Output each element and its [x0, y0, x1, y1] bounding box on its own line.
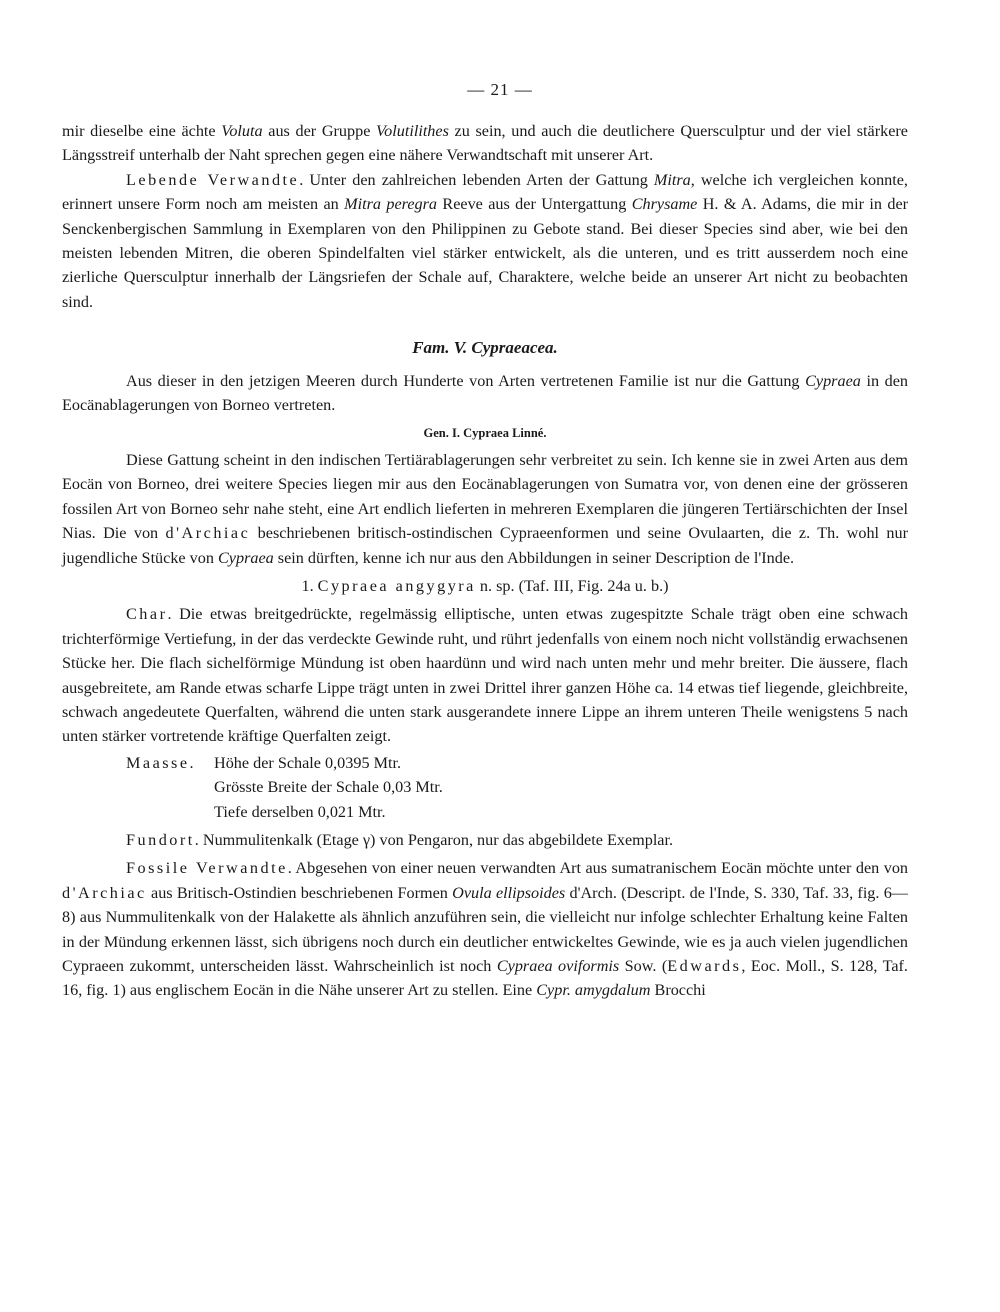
genus-heading: Gen. I. Cypraea Linné. [423, 426, 547, 441]
page-number: — 21 — [467, 80, 533, 99]
measurement-depth: Tiefe derselben 0,021 Mtr. [214, 802, 386, 821]
paragraph-lebende-verwandte: Lebende Verwandte. Unter den zahlreichen lebenden Arten der Gattung Mitra, welche ich vergleichen konnte, erinnert unsere Form noch am meisten an Mitra peregra Reeve aus der Untergattung Chrysame H. & A. Adams, die mir in der Senckenbergischen Sammlung in Exemplaren von den Philippinen zu Gebote stand. Bei dieser Species sind aber, wie bei den meisten lebenden Mitren, die oberen Spindelfalten viel stärker entwickelt, als die unteren, und es tritt ausserdem noch eine zierliche Quersculptur innerhalb der Längsriefen der Schale auf, Charaktere, welche beide an unserer Art nicht zu beobachten sind. [62, 170, 909, 311]
paragraph-genus-intro: Diese Gattung scheint in den indischen Tertiärablagerungen sehr verbreitet zu sein. Ich kenne sie in zwei Arten aus dem Eocän von Borneo, drei weitere Species liegen mir aus den Eocänablagerungen von Sumatra vor, von denen eine der grösseren fossilen Art von Borneo sehr nahe steht, eine Art endlich lieferten in mehreren Exemplaren die jüngeren Tertiärschichten der Insel Nias. Die von d'Archiac beschriebenen britisch-ostindischen Cypraeenformen und seine Ovulaarten, die z. Th. wohl nur jugendliche Stücke von Cypraea sein dürften, kenne ich nur aus den Abbildungen in seiner Description de l'Inde. [62, 450, 909, 567]
paragraph-fossile-verwandte: Fossile Verwandte. Abgesehen von einer neuen verwandten Art aus sumatranischem Eocän möchte unter den von d'Archiac aus Britisch-Ostindien beschriebenen Formen Ovula ellipsoides d'Arch. (Descript. de l'Inde, S. 330, Taf. 33, fig. 6—8) aus Nummulitenkalk von der Halakette als ähnlich anzuführen sein, die vielleicht nur infolge schlechter Erhaltung keine Falten in der Mündung erkennen lässt, sich übrigens noch durch ein deutlicher entwickeltes Gewinde, wie es ja auch vielen jugendlichen Cypraeen zukommt, unterscheiden lässt. Wahrscheinlich ist noch Cypraea oviformis Sow. (Edwards, Eoc. Moll., S. 128, Taf. 16, fig. 1) aus englischem Eocän in die Nähe unserer Art zu stellen. Eine Cypr. amygdalum Brocchi [62, 859, 909, 1000]
paragraph-characteristics: Char. Die etwas breitgedrückte, regelmässig elliptische, unten etwas zugespitzte Schale trägt oben eine schwach trichterförmige Vertiefung, in der das verdeckte Gewinde ruht, und rührt jedenfalls von einem noch nicht vollständig erwachsenen Stücke her. Die flach sichelförmige Mündung ist oben haardünn und wird nach unten mehr und mehr breiter. Die äussere, flach ausgebreitete, am Rande etwas scharfe Lippe trägt unten in zwei Drittel ihrer ganzen Höhe ca. 14 etwas tief liegende, gleichbreite, schwach angedeutete Querfalten, während die unten stark ausgerandete innere Lippe an ihrem unteren Theile wenigstens 5 nach unten stärker vortretende kräftige Querfalten zeigt. [62, 605, 908, 746]
family-heading: Fam. V. Cypraeacea. [412, 338, 558, 358]
paragraph-family-intro: Aus dieser in den jetzigen Meeren durch Hunderte von Arten vertretenen Familie ist nur die Gattung Cypraea in den Eocänablagerungen von Borneo vertreten. [62, 371, 908, 415]
species-heading: 1. Cypraea angygyra n. sp. (Taf. III, Fig. 24a u. b.) [301, 576, 669, 595]
paragraph-voluta-comparison: mir dieselbe eine ächte Voluta aus der Gruppe Volutilithes zu sein, und auch die deutlichere Quersculptur und der viel stärkere Längsstreif unterhalb der Naht sprechen gegen eine nähere Verwandtschaft mit unserer Art. [62, 122, 908, 165]
measurements-label: Maasse. [126, 753, 197, 772]
measurement-width: Grösste Breite der Schale 0,03 Mtr. [214, 778, 443, 797]
measurements-block [126, 751, 908, 824]
paragraph-fundort: Fundort. Nummulitenkalk (Etage γ) von Pengaron, nur das abgebildete Exemplar. [126, 830, 674, 849]
body-text [62, 119, 908, 1003]
measurement-height: Höhe der Schale 0,0395 Mtr. [214, 753, 402, 772]
